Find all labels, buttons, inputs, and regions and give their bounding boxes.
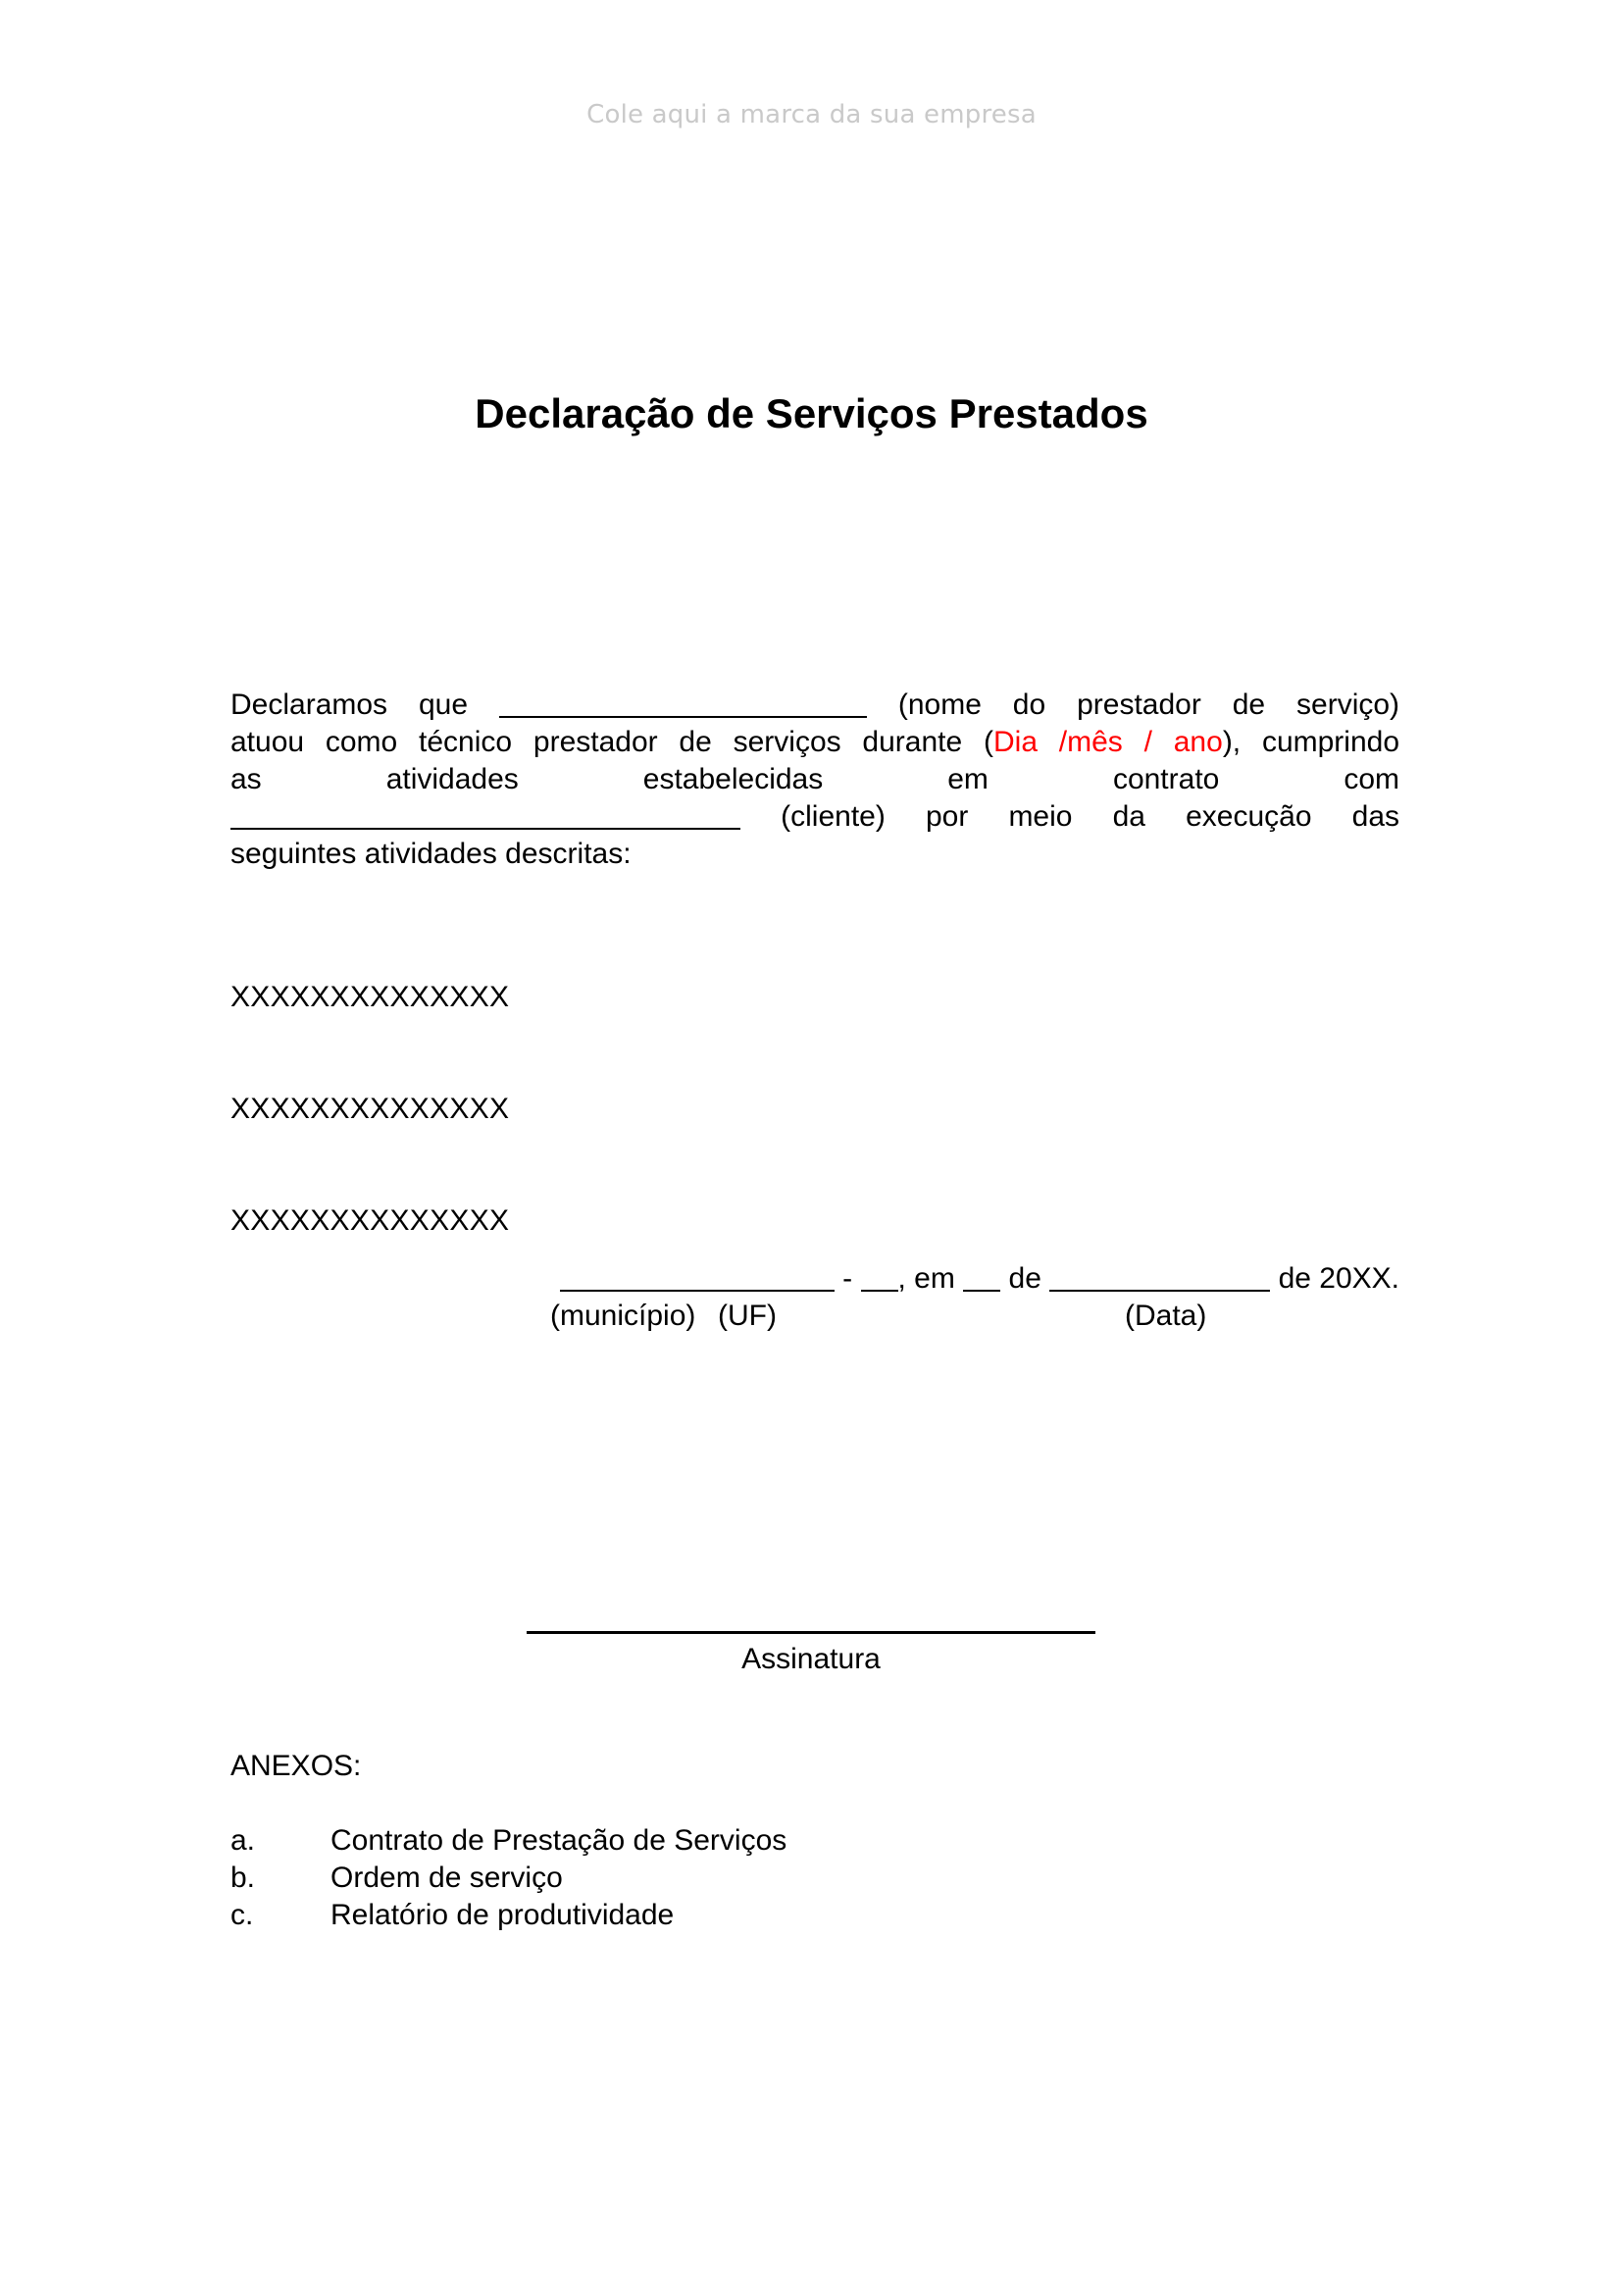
provider-name-blank[interactable] xyxy=(499,689,867,718)
word-execucao: execução xyxy=(1186,800,1312,833)
list-item-label: Ordem de serviço xyxy=(330,1862,563,1894)
word-de: de xyxy=(1232,689,1266,721)
word-contrato: contrato xyxy=(1112,763,1220,795)
month-blank[interactable] xyxy=(1049,1262,1270,1292)
municipality-blank[interactable] xyxy=(560,1262,835,1292)
word-prestador: prestador xyxy=(1077,689,1201,721)
activities-placeholder-block xyxy=(230,904,509,1314)
label-data: (Data) xyxy=(1125,1300,1207,1332)
list-item xyxy=(230,1897,1399,1934)
list-item xyxy=(230,1822,1399,1860)
text-em: , em xyxy=(897,1262,964,1295)
list-item-label: Contrato de Prestação de Serviços xyxy=(330,1824,787,1857)
signature-label: Assinatura xyxy=(741,1643,881,1675)
word-nome: (nome xyxy=(897,689,982,721)
word-meio: meio xyxy=(1008,800,1073,833)
company-logo-placeholder: Cole aqui a marca da sua empresa xyxy=(586,100,1037,129)
list-item-marker: b. xyxy=(230,1862,256,1894)
client-name-blank[interactable] xyxy=(230,800,740,830)
activity-placeholder-line: XXXXXXXXXXXXXX xyxy=(230,1204,510,1237)
day-blank[interactable] xyxy=(963,1262,1000,1292)
word-em: em xyxy=(947,763,989,795)
declaration-line-4 xyxy=(230,798,1399,836)
word-que: que xyxy=(418,689,469,721)
word-com: com xyxy=(1344,763,1400,795)
label-municipio: (município) xyxy=(550,1300,696,1332)
word-cliente: (cliente) xyxy=(781,800,886,833)
word-declaramos: Declaramos xyxy=(230,689,388,721)
attachments-heading: ANEXOS: xyxy=(230,1750,362,1782)
text-year: de 20XX. xyxy=(1270,1262,1399,1295)
word-as: as xyxy=(230,763,262,795)
uf-blank[interactable] xyxy=(861,1262,898,1292)
list-item-label: Relatório de produtividade xyxy=(330,1899,675,1931)
word-por: por xyxy=(925,800,969,833)
declaration-line-5: seguintes atividades descritas: xyxy=(230,838,632,870)
word-das: das xyxy=(1351,800,1400,833)
word-atividades: atividades xyxy=(385,763,519,795)
signature-line[interactable] xyxy=(527,1631,1095,1634)
word-servico: serviço) xyxy=(1296,689,1400,721)
dash-separator: - xyxy=(834,1262,861,1295)
page-title: Declaração de Serviços Prestados xyxy=(475,390,1148,437)
declaration-line-2 xyxy=(230,724,1399,761)
label-uf: (UF) xyxy=(718,1300,777,1332)
period-placeholder: Dia /mês / ano xyxy=(992,726,1223,758)
place-and-date-line xyxy=(230,1260,1399,1298)
activity-placeholder-line: XXXXXXXXXXXXXX xyxy=(230,1093,510,1125)
declaration-body xyxy=(230,687,1399,873)
declaration-line-3 xyxy=(230,761,1399,798)
word-do: do xyxy=(1012,689,1046,721)
declaration-paragraph xyxy=(230,687,1399,873)
activity-placeholder-line: XXXXXXXXXXXXXX xyxy=(230,981,510,1013)
period-suffix-text: ), cumprindo xyxy=(1222,726,1400,758)
declaration-line-1 xyxy=(230,687,1399,724)
list-item xyxy=(230,1860,1399,1897)
list-item-marker: c. xyxy=(230,1899,254,1931)
word-da: da xyxy=(1112,800,1145,833)
attachments-list xyxy=(230,1822,1399,1934)
text-de-1: de xyxy=(1000,1262,1050,1295)
list-item-marker: a. xyxy=(230,1824,256,1857)
date-field-labels xyxy=(230,1298,1399,1337)
period-prefix-text: atuou como técnico prestador de serviços durante ( xyxy=(230,726,993,758)
word-estabelecidas: estabelecidas xyxy=(642,763,824,795)
